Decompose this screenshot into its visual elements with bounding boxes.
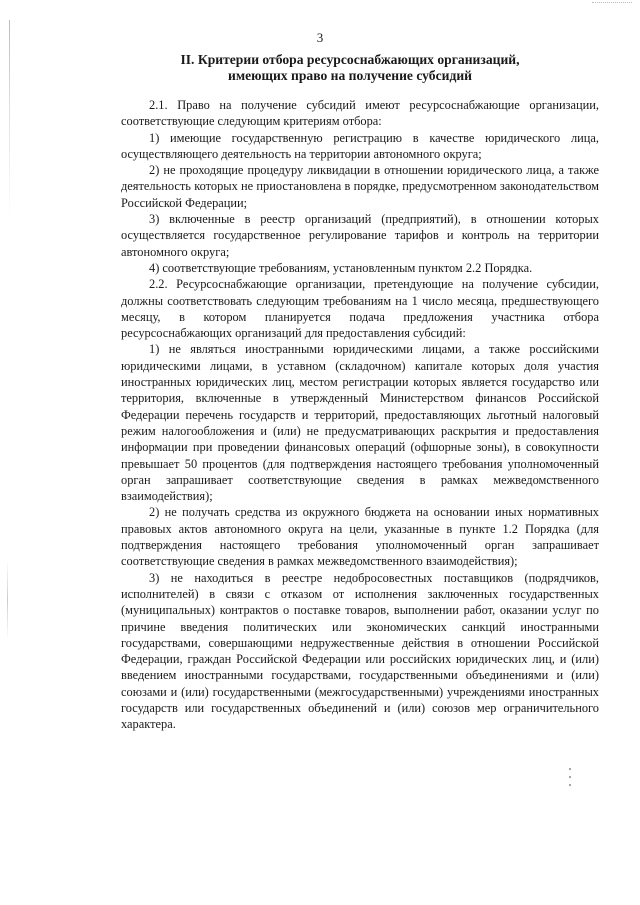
document-body [121, 97, 599, 733]
paragraph: 3) не находиться в реестре недобросовестных поставщиков (подрядчиков, исполнителей) в связи с отказом от исполнения заключенных государственных (муниципальных) контрактов о поставке товаров, выполнении работ, оказании услуг по причине введения политических или экономических санкций иностранными государствами, совершающими недружественные действия в отношении Российской Федерации, граждан Российской Федерации или российских юридических лиц, и (или) введением иностранными государствами, государственными объединениями и (или) союзами и (или) государственными (межгосударственными) учреждениями иностранных государств или государственных объединений и (или) союзов мер ограничительного характера. [121, 570, 599, 732]
scan-speck [569, 776, 571, 778]
section-heading [120, 52, 580, 84]
scan-speck [569, 768, 571, 770]
paragraph: 2.1. Право на получение субсидий имеют ресурсоснабжающие организации, соответствующие следующим критериям отбора: [121, 98, 599, 129]
scan-speck [569, 784, 571, 786]
page-number: 3 [316, 30, 324, 45]
paragraph: 2) не получать средства из окружного бюджета на основании иных нормативных правовых актов автономного округа на цели, указанные в пункте 1.2 Порядка (для подтверждения настоящего требования уполномоченный орган запрашивает соответствующие сведения в рамках межведомственного взаимодействия); [121, 505, 599, 569]
section-heading-line: II. Критерии отбора ресурсоснабжающих организаций, [180, 52, 520, 67]
paragraph: 1) имеющие государственную регистрацию в качестве юридического лица, осуществляющего деятельность на территории автономного округа; [121, 130, 599, 161]
paragraph: 2) не проходящие процедуру ликвидации в отношении юридического лица, а также деятельность которых не приостановлена в порядке, предусмотренном законодательством Российской Федерации; [121, 163, 599, 210]
section-heading-line: имеющих право на получение субсидий [227, 68, 473, 83]
scan-corner-mark [592, 2, 632, 11]
paragraph: 2.2. Ресурсоснабжающие организации, претендующие на получение субсидии, должны соответствовать следующим требованиям на 1 число месяца, предшествующего месяцу, в котором планируется подача предложения участника отбора ресурсоснабжающих организаций для предоставления субсидий: [121, 277, 599, 341]
scan-margin-line [9, 20, 10, 220]
paragraph: 1) не являться иностранными юридическими лицами, а также российскими юридическими лицами, в уставном (складочном) капитале которых доля участия иностранных юридических лиц, местом регистрации которых является государство или территория, включенные в утвержденный Министерством финансов Российской Федерации перечень государств и территорий, предоставляющих льготный налоговый режим налогообложения и (или) не предусматривающих раскрытия и предоставления информации при проведении финансовых операций (офшорные зоны), в совокупности превышает 50 процентов (для подтверждения настоящего требования уполномоченный орган запрашивает соответствующие сведения в рамках межведомственного взаимодействия); [121, 342, 599, 504]
scan-margin-line [7, 560, 8, 640]
paragraph: 3) включенные в реестр организаций (предприятий), в отношении которых осуществляется государственное регулирование тарифов и контроль на территории автономного округа; [121, 212, 599, 259]
paragraph: 4) соответствующие требованиям, установленным пунктом 2.2 Порядка. [149, 260, 533, 275]
